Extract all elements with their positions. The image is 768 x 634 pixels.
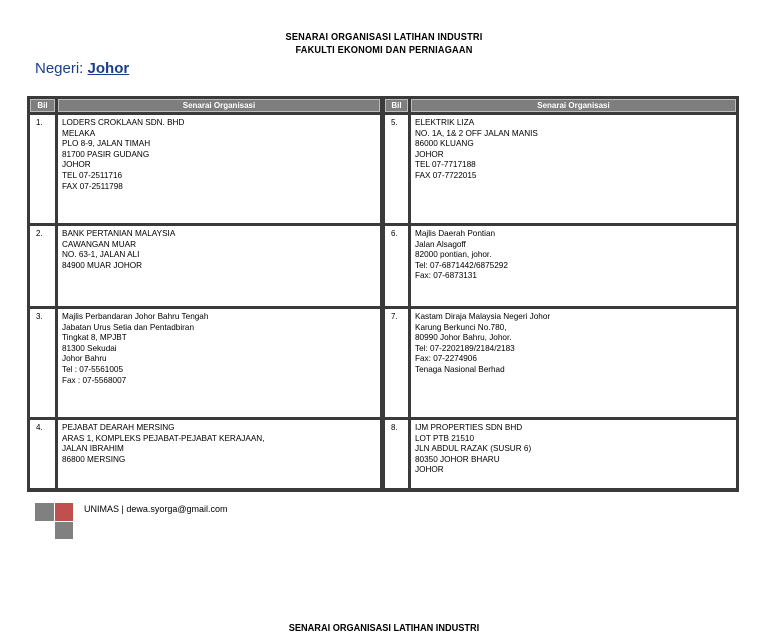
row-2-org-left: BANK PERTANIAN MALAYSIA CAWANGAN MUAR NO. 63-1, JALAN ALI 84900 MUAR JOHOR: [58, 226, 380, 306]
row-4-org-left: PEJABAT DEARAH MERSING ARAS 1, KOMPLEKS PEJABAT-PEJABAT KERAJAAN, JALAN IBRAHIM 86800 MERSING: [58, 420, 380, 488]
document-title: SENARAI ORGANISASI LATIHAN INDUSTRI: [285, 32, 483, 43]
row-1-org-right: ELEKTRIK LIZA NO. 1A, 1& 2 OFF JALAN MANIS 86000 KLUANG JOHOR TEL 07-7717188 FAX 07-7722015: [411, 115, 736, 223]
row-3-num-left: 3.: [30, 309, 55, 417]
col-header-bil-right: Bil: [385, 99, 408, 112]
row-2-org-right: Majlis Daerah Pontian Jalan Alsagoff 82000 pontian, johor. Tel: 07-6871442/6875292 Fax: 07-6873131: [411, 226, 736, 306]
next-page-title: SENARAI ORGANISASI LATIHAN INDUSTRI: [288, 623, 480, 634]
row-3-org-left: Majlis Perbandaran Johor Bahru Tengah Jabatan Urus Setia dan Pentadbiran Tingkat 8, MPJBT 81300 Sekudai Johor Bahru Tel : 07-5561005 Fax : 07-5568007: [58, 309, 380, 417]
organisation-table: [27, 96, 739, 492]
row-2-num-left: 2.: [30, 226, 55, 306]
row-3-org-right: Kastam Diraja Malaysia Negeri Johor Karung Berkunci No.780, 80990 Johor Bahru, Johor. Tel: 07-2202189/2184/2183 Fax: 07-2274906 Tenaga Nasional Berhad: [411, 309, 736, 417]
row-4-num-right: 8.: [385, 420, 408, 488]
state-heading: [35, 60, 129, 77]
row-1-num-right: 5.: [385, 115, 408, 223]
row-4-org-right: IJM PROPERTIES SDN BHD LOT PTB 21510 JLN ABDUL RAZAK (SUSUR 6) 80350 JOHOR BHARU JOHOR: [411, 420, 736, 488]
row-2-num-right: 6.: [385, 226, 408, 306]
state-label: Negeri:: [35, 60, 84, 77]
col-header-org-left: Senarai Organisasi: [58, 99, 380, 112]
row-3-num-right: 7.: [385, 309, 408, 417]
row-1-num-left: 1.: [30, 115, 55, 223]
col-header-bil-left: Bil: [30, 99, 55, 112]
faculty-subtitle: FAKULTI EKONOMI DAN PERNIAGAAN: [295, 45, 473, 56]
footer-text: UNIMAS | dewa.syorga@gmail.com: [84, 504, 228, 514]
logo-gray-block-lower: [55, 522, 73, 539]
state-value: Johor: [87, 60, 130, 77]
row-4-num-left: 4.: [30, 420, 55, 488]
logo-gray-block: [35, 503, 54, 521]
row-1-org-left: LODERS CROKLAAN SDN. BHD MELAKA PLO 8-9, JALAN TIMAH 81700 PASIR GUDANG JOHOR TEL 07-2511716 FAX 07-2511798: [58, 115, 380, 223]
logo-red-block: [55, 503, 73, 521]
col-header-org-right: Senarai Organisasi: [411, 99, 736, 112]
